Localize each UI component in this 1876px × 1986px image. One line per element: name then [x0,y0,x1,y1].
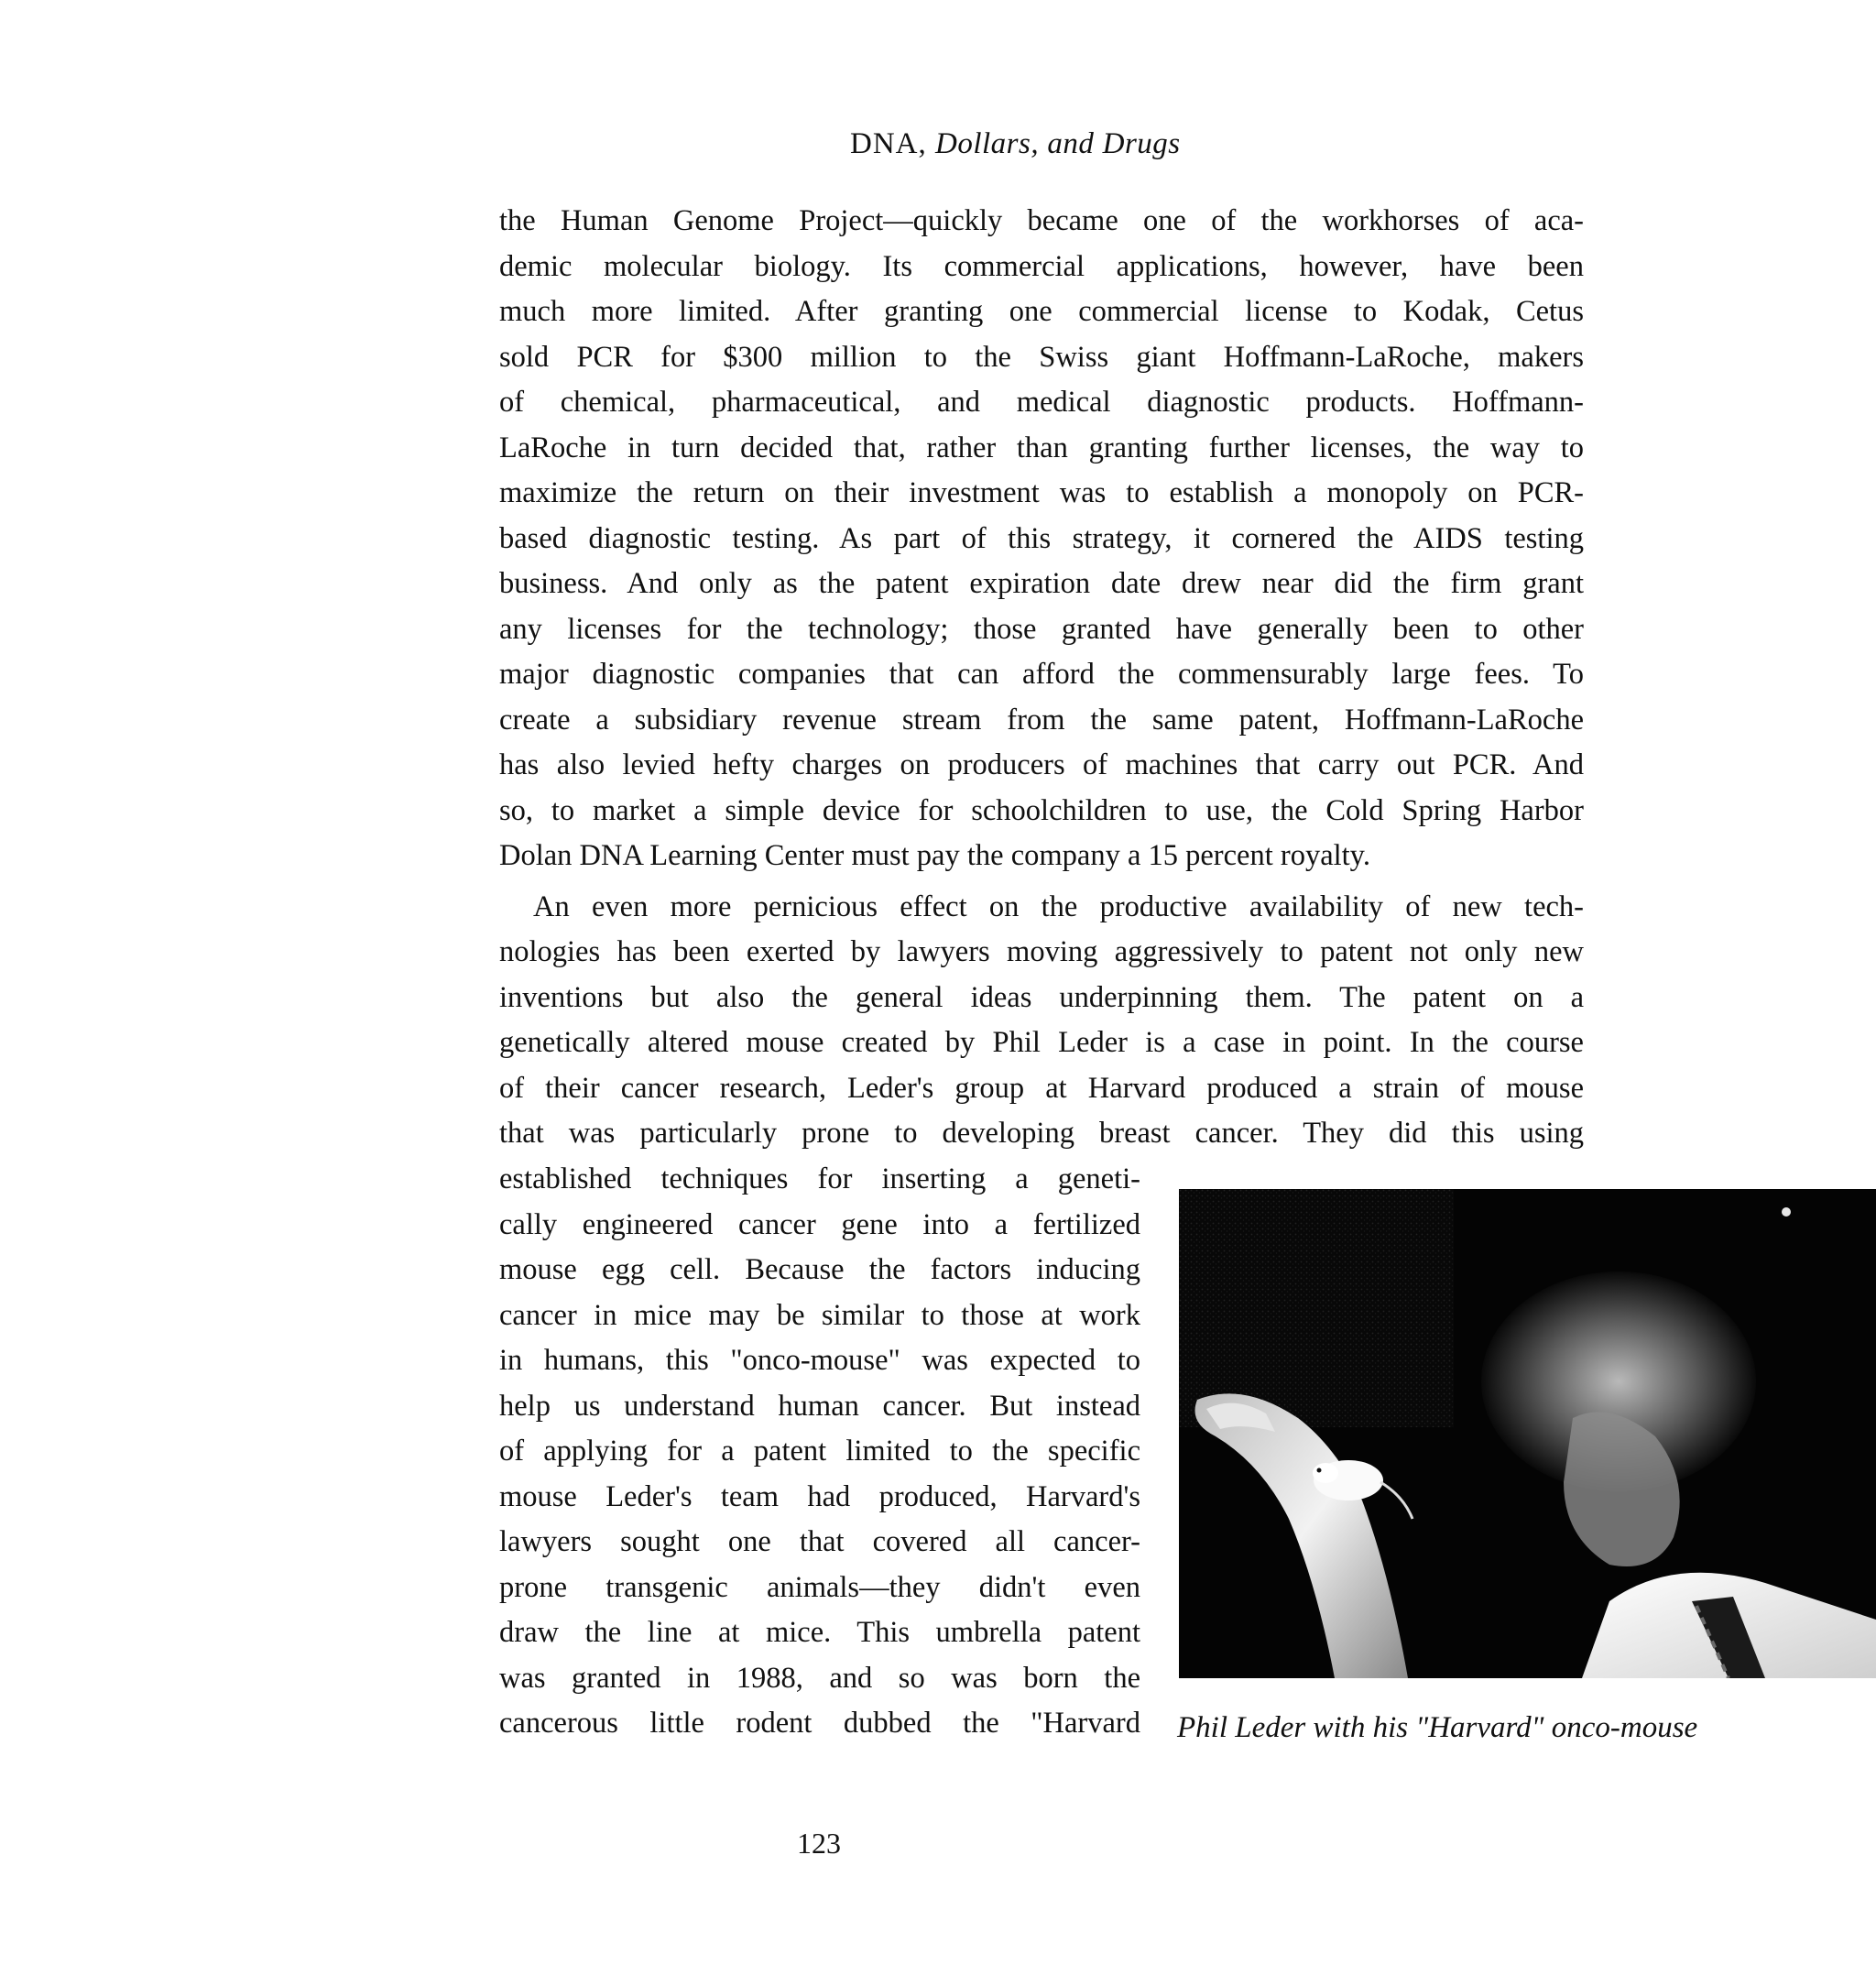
page-number: 123 [797,1827,841,1860]
text-line: the Human Genome Project—quickly became one of the workhorses of aca- [499,204,1584,237]
text-line: so, to market a simple device for schoolchildren to use, the Cold Spring Harbor [499,794,1584,827]
text-line: major diagnostic companies that can afford the commensurably large fees. To [499,658,1584,691]
text-line: mouse Leder's team had produced, Harvard's [499,1480,1140,1513]
text-line: cally engineered cancer gene into a fertilized [499,1208,1140,1241]
text-line: established techniques for inserting a geneti- [499,1162,1140,1195]
running-head-dollars: Dollars, [935,127,1040,160]
text-line: based diagnostic testing. As part of this strategy, it cornered the AIDS testing [499,522,1584,555]
text-line: create a subsidiary revenue stream from the same patent, Hoffmann-LaRoche [499,704,1584,737]
running-head-and: and [1047,127,1095,160]
text-line: Dolan DNA Learning Center must pay the company a 15 percent royalty. [499,839,1370,872]
text-line: business. And only as the patent expiration date drew near did the firm grant [499,567,1584,600]
text-line: prone transgenic animals—they didn't even [499,1571,1140,1604]
text-line: any licenses for the technology; those granted have generally been to other [499,613,1584,646]
text-line: lawyers sought one that covered all cancer- [499,1525,1140,1558]
text-line: that was particularly prone to developing breast cancer. They did this using [499,1117,1584,1150]
running-head-dna: DNA, [850,127,927,160]
text-line: maximize the return on their investment was to establish a monopoly on PCR- [499,476,1584,509]
text-line: of applying for a patent limited to the specific [499,1435,1140,1468]
text-line: much more limited. After granting one commercial license to Kodak, Cetus [499,295,1584,328]
text-line: demic molecular biology. Its commercial applications, however, have been [499,250,1584,283]
running-head [850,127,1181,161]
text-line: An even more pernicious effect on the productive availability of new tech- [533,890,1584,923]
text-line: help us understand human cancer. But instead [499,1390,1140,1423]
text-line: cancer in mice may be similar to those at work [499,1299,1140,1332]
text-line: of their cancer research, Leder's group at Harvard produced a strain of mouse [499,1072,1584,1105]
text-line: was granted in 1988, and so was born the [499,1662,1140,1695]
text-line: in humans, this "onco-mouse" was expected to [499,1344,1140,1377]
text-line: mouse egg cell. Because the factors inducing [499,1253,1140,1286]
text-line: draw the line at mice. This umbrella patent [499,1616,1140,1649]
figure-caption: Phil Leder with his "Harvard" onco-mouse [1177,1711,1698,1744]
text-line: of chemical, pharmaceutical, and medical diagnostic products. Hoffmann- [499,386,1584,419]
text-line: has also levied hefty charges on producers of machines that carry out PCR. And [499,748,1584,781]
photo-phil-leder-with-mouse [1179,1189,1876,1678]
text-line: cancerous little rodent dubbed the "Harvard [499,1707,1140,1740]
text-line: sold PCR for $300 million to the Swiss giant Hoffmann-LaRoche, makers [499,341,1584,374]
text-line: nologies has been exerted by lawyers moving aggressively to patent not only new [499,935,1584,968]
running-head-drugs: Drugs [1102,127,1181,160]
text-line: genetically altered mouse created by Phil Leder is a case in point. In the course [499,1026,1584,1059]
text-line: LaRoche in turn decided that, rather than granting further licenses, the way to [499,431,1584,464]
text-line: inventions but also the general ideas underpinning them. The patent on a [499,981,1584,1014]
